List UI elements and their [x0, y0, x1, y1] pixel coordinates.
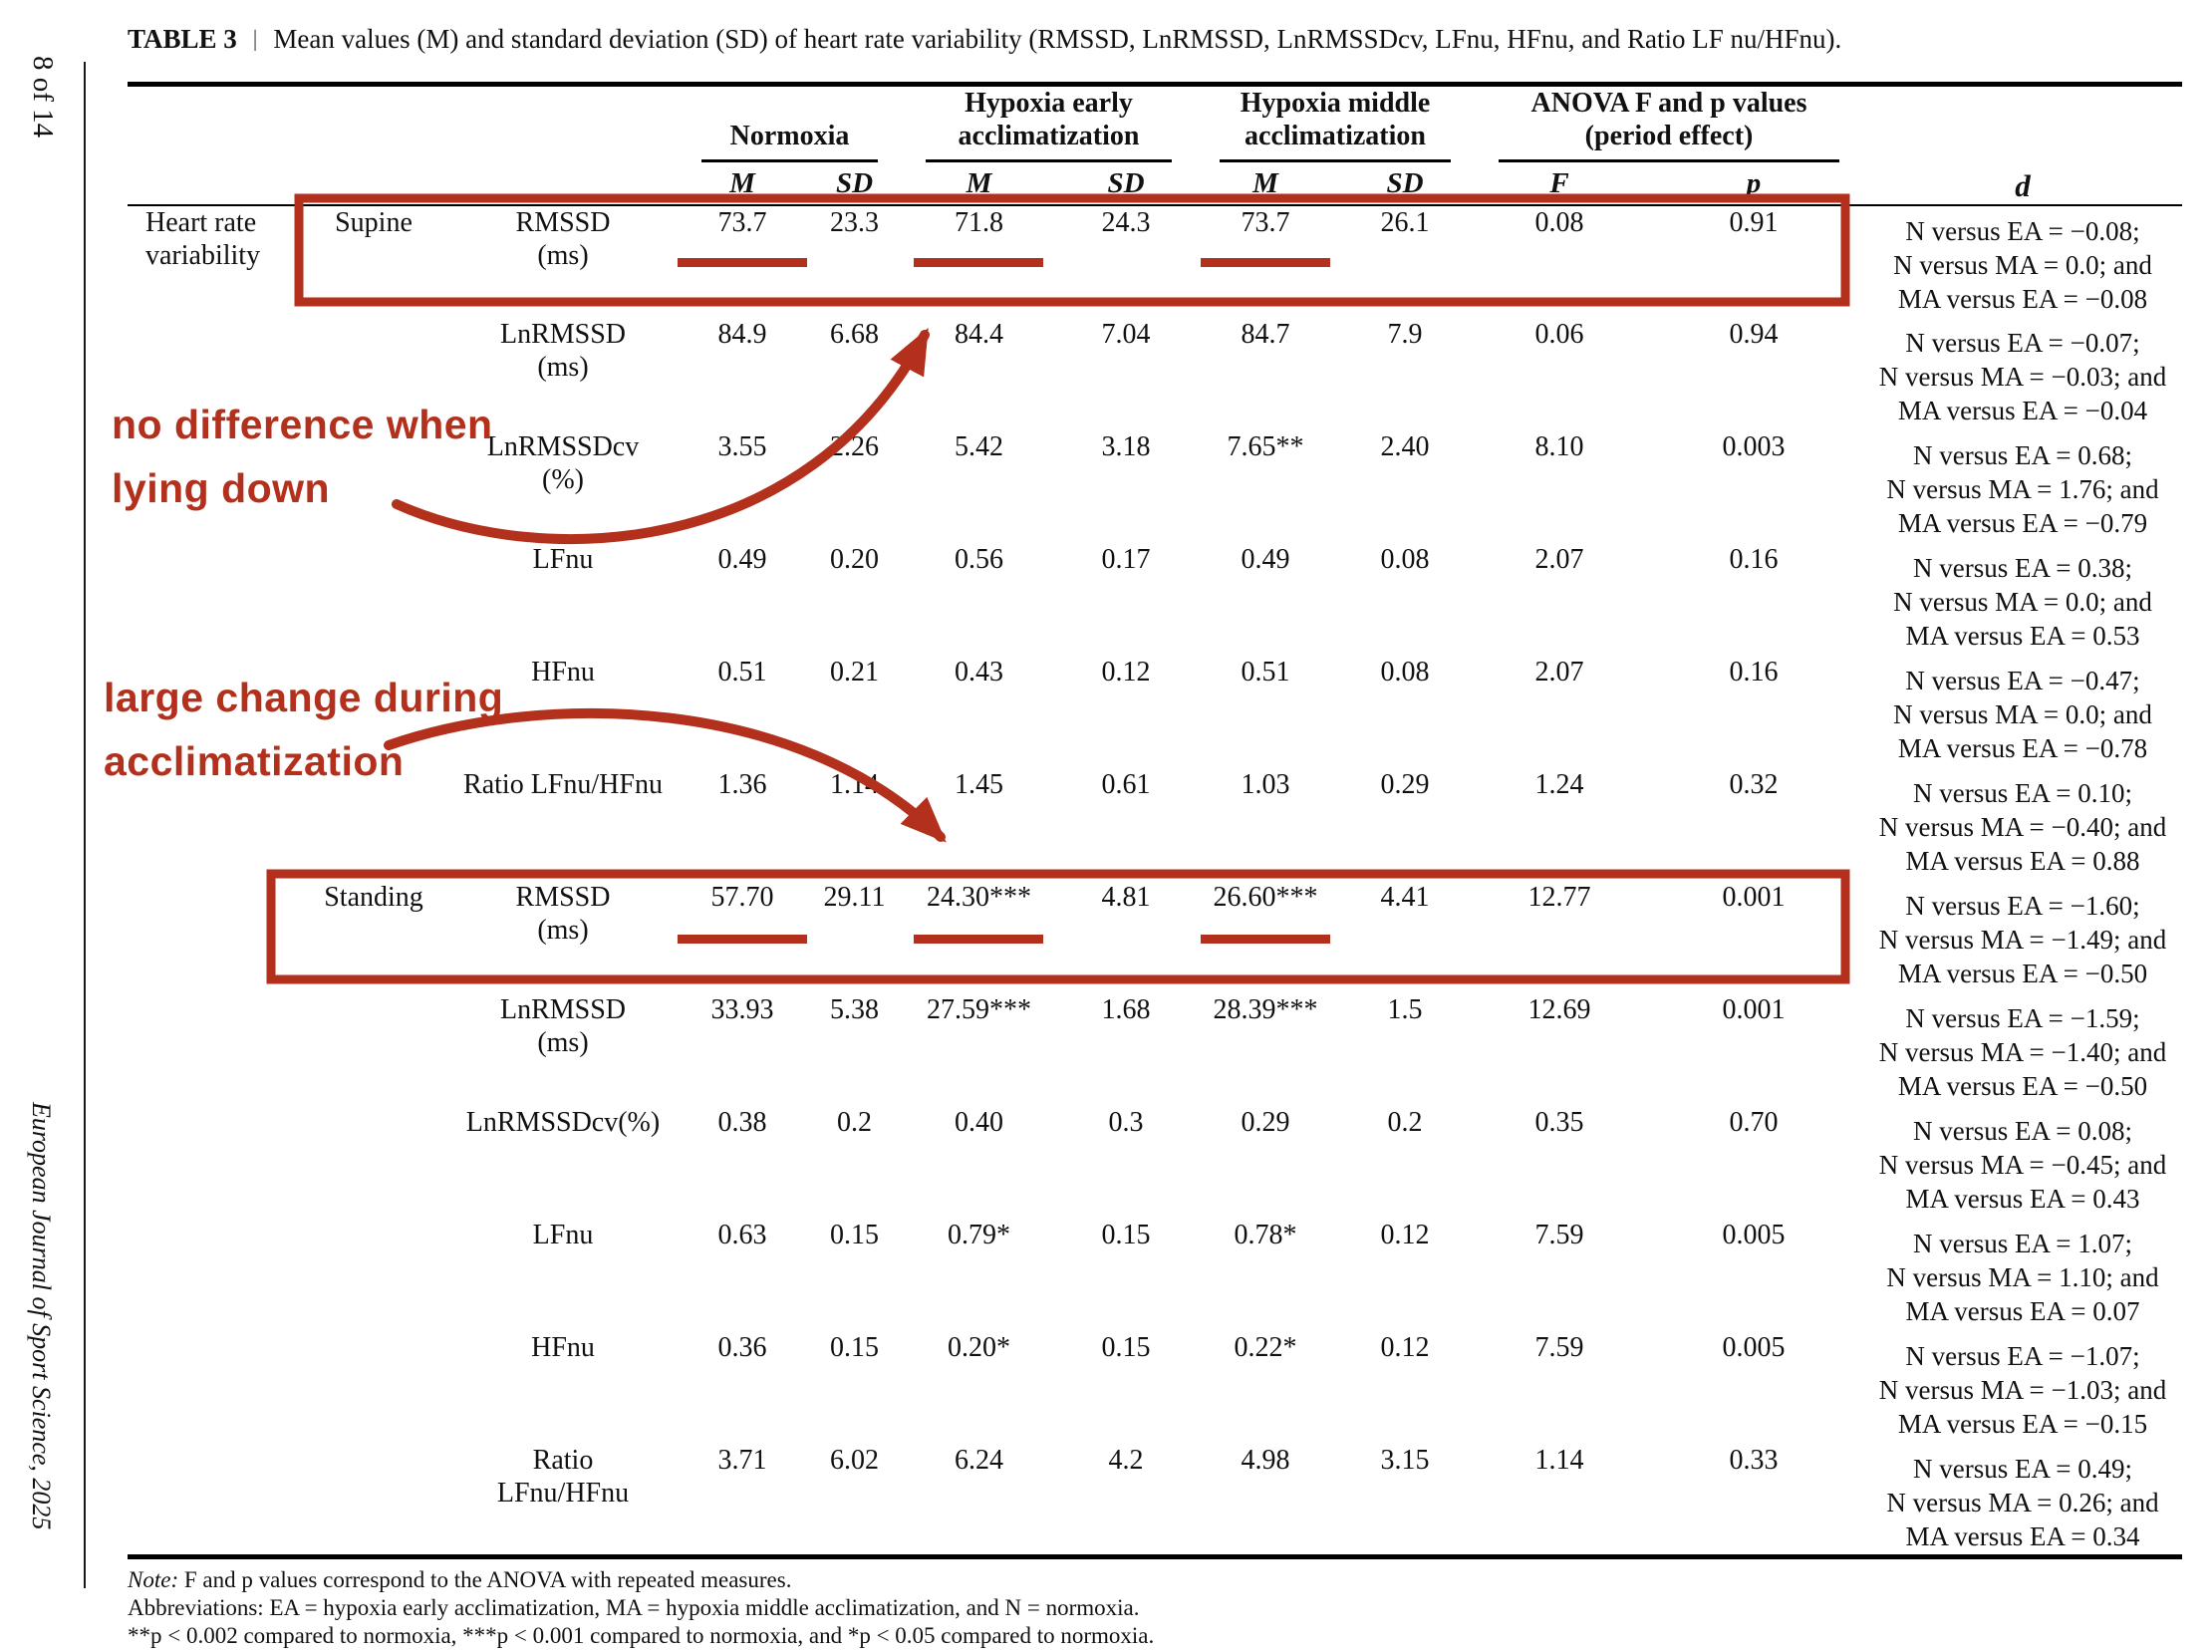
effect-size-cell	[1863, 881, 2182, 993]
value-cell-hypoxia-early-m: 71.8	[955, 207, 1004, 238]
effect-size-line: MA versus EA = −0.04	[1897, 396, 2148, 425]
page-edge-rule	[84, 62, 86, 1588]
value-cell-hypoxia-early-sd: 4.81	[1101, 882, 1151, 913]
effect-size-line: MA versus EA = 0.53	[1905, 621, 2140, 651]
value-cell-normoxia-m: 3.71	[678, 1444, 807, 1556]
value-cell-normoxia-sd: 29.11	[823, 882, 886, 913]
measure-line: LFnu	[532, 544, 594, 575]
value-cell-hypoxia-early-sd: 7.04	[1101, 319, 1151, 350]
value-cell-anova-p: 0.91	[1729, 207, 1779, 238]
value-cell-hypoxia-early-m: 0.40	[955, 1107, 1004, 1138]
measure-cell	[448, 993, 678, 1106]
value-cell-normoxia-sd: 0.20	[830, 544, 879, 575]
measure-line: Ratio	[532, 1445, 594, 1476]
value-cell-normoxia-m: 84.9	[717, 319, 767, 350]
value-cell-hypoxia-middle-m: 0.49	[1241, 544, 1290, 575]
subheader-hypoxia-middle-sd: SD	[1335, 162, 1475, 205]
effect-size-cell	[1863, 543, 2182, 656]
value-cell-hypoxia-middle-m: 73.7	[1241, 207, 1290, 238]
subheader-normoxia-m: M	[678, 162, 807, 205]
effect-size-line: N versus EA = 0.38;	[1913, 553, 2132, 583]
effect-size-line: MA versus EA = −0.08	[1897, 284, 2148, 314]
title-separator: |	[252, 26, 258, 51]
row-group-cell	[128, 993, 299, 1106]
effect-size-line: N versus EA = 0.68;	[1913, 440, 2132, 470]
effect-size-line: N versus MA = 0.26; and	[1886, 1488, 2159, 1517]
row-group-cell	[128, 1106, 299, 1219]
effect-size-line: N versus MA = −0.45; and	[1878, 1150, 2167, 1180]
row-group-cell	[128, 543, 299, 656]
footnotes	[128, 1566, 2120, 1650]
annotation-large-change-line1: large change during	[104, 675, 504, 720]
measure-line: RMSSD	[515, 207, 611, 238]
table-title	[128, 24, 2182, 55]
measure-line: (ms)	[537, 352, 589, 383]
effect-size-cell	[1863, 993, 2182, 1106]
effect-size-line: MA versus EA = −0.79	[1897, 508, 2148, 538]
value-cell-anova-f: 7.59	[1534, 1332, 1584, 1363]
value-cell-anova-p: 0.16	[1729, 544, 1779, 575]
value-cell-hypoxia-middle-sd: 26.1	[1380, 207, 1430, 238]
row-group-cell	[128, 881, 299, 993]
measure-line: HFnu	[531, 1332, 595, 1363]
value-cell-normoxia-sd: 0.15	[830, 1332, 879, 1363]
value-cell-anova-p: 0.70	[1729, 1107, 1779, 1138]
value-cell-hypoxia-middle-m: 4.98	[1196, 1444, 1335, 1556]
value-cell-normoxia-m: 1.36	[717, 769, 767, 800]
value-cell-hypoxia-middle-m: 0.78*	[1234, 1220, 1297, 1250]
value-cell-normoxia-sd: 6.68	[830, 319, 879, 350]
column-group-row	[128, 85, 2182, 163]
posture-cell	[299, 1106, 448, 1219]
value-cell-anova-f: 1.24	[1534, 769, 1584, 800]
value-cell-hypoxia-early-sd: 0.61	[1101, 769, 1151, 800]
value-cell-normoxia-sd: 1.14	[830, 769, 879, 800]
value-cell-hypoxia-early-m: 0.43	[955, 657, 1004, 688]
measure-line: (ms)	[537, 240, 589, 271]
value-cell-normoxia-m: 73.7	[717, 207, 767, 238]
effect-size-line: N versus MA = −1.40; and	[1878, 1037, 2167, 1067]
value-cell-hypoxia-middle-m: 0.22*	[1234, 1332, 1297, 1363]
effect-size-line: MA versus EA = 0.43	[1905, 1184, 2140, 1214]
value-cell-hypoxia-early-m: 0.56	[955, 544, 1004, 575]
measure-line: LnRMSSDcv	[486, 431, 640, 462]
footnote-significance: **p < 0.002 compared to normoxia, ***p < 0.001 compared to normoxia, and *p < 0.05 compared to normoxia.	[128, 1623, 1155, 1648]
value-cell-anova-f: 0.08	[1534, 207, 1584, 238]
table-row	[128, 1331, 2182, 1444]
value-cell-hypoxia-middle-m: 1.03	[1241, 769, 1290, 800]
value-cell-hypoxia-early-m: 0.79*	[948, 1220, 1011, 1250]
value-cell-hypoxia-middle-sd: 4.41	[1380, 882, 1430, 913]
row-group-cell	[128, 205, 299, 318]
measure-line: HFnu	[531, 657, 595, 688]
measure-cell	[448, 1444, 678, 1556]
table-row	[128, 543, 2182, 656]
measure-line: (%)	[542, 464, 584, 495]
value-cell-hypoxia-early-sd: 0.15	[1101, 1220, 1151, 1250]
posture-cell	[299, 1444, 448, 1556]
effect-size-line: N versus EA = −1.59;	[1905, 1003, 2140, 1033]
column-group-hypoxia-early: Hypoxia early acclimatization	[926, 87, 1172, 162]
row-group-cell	[128, 1444, 299, 1556]
value-cell-hypoxia-early-sd: 0.12	[1101, 657, 1151, 688]
effect-size-line: N versus MA = −0.03; and	[1878, 362, 2167, 392]
column-group-anova: ANOVA F and p values (period effect)	[1499, 87, 1839, 162]
subheader-normoxia-sd: SD	[807, 162, 902, 205]
subheader-anova-f: F	[1475, 162, 1644, 205]
value-cell-normoxia-sd: 0.2	[837, 1107, 872, 1138]
posture-cell	[299, 993, 448, 1106]
measure-line: LnRMSSDcv(%)	[465, 1107, 661, 1138]
effect-size-line: N versus EA = 1.07;	[1913, 1229, 2132, 1258]
subheader-hypoxia-middle-m: M	[1196, 162, 1335, 205]
page-number: 8 of 14	[27, 56, 59, 138]
journal-name: European Journal of Sport Science, 2025	[27, 1102, 56, 1530]
measure-line: (ms)	[537, 1027, 589, 1058]
effect-size-line: N versus EA = −0.08;	[1905, 216, 2140, 246]
effect-size-line: MA versus EA = 0.07	[1905, 1296, 2140, 1326]
value-cell-hypoxia-middle-sd: 0.08	[1380, 544, 1430, 575]
value-cell-anova-f: 0.35	[1534, 1107, 1584, 1138]
effect-size-line: N versus EA = 0.08;	[1913, 1116, 2132, 1146]
subheader-hypoxia-early-sd: SD	[1056, 162, 1196, 205]
measure-line: LnRMSSD	[499, 994, 627, 1025]
value-cell-normoxia-sd: 6.02	[807, 1444, 902, 1556]
effect-size-cell	[1863, 656, 2182, 768]
row-group-cell	[128, 1219, 299, 1331]
footnote-note	[128, 1566, 2120, 1594]
effect-size-line: N versus MA = 0.0; and	[1893, 699, 2152, 729]
value-cell-hypoxia-middle-m: 7.65**	[1227, 431, 1304, 462]
effect-size-cell	[1863, 430, 2182, 543]
value-cell-anova-p: 0.16	[1729, 657, 1779, 688]
value-cell-anova-f: 12.77	[1527, 882, 1591, 913]
value-cell-normoxia-m: 0.38	[717, 1107, 767, 1138]
column-group-hypoxia-middle: Hypoxia middle acclimatization	[1220, 87, 1451, 162]
measure-cell	[448, 543, 678, 656]
value-cell-anova-f: 7.59	[1534, 1220, 1584, 1250]
table-row	[128, 1106, 2182, 1219]
note-text: F and p values correspond to the ANOVA with repeated measures.	[183, 1567, 792, 1592]
annotation-no-difference-line1: no difference when	[112, 402, 493, 447]
value-cell-hypoxia-early-sd: 4.2	[1056, 1444, 1196, 1556]
value-cell-anova-p: 0.003	[1722, 431, 1786, 462]
effect-size-line: MA versus EA = −0.78	[1897, 733, 2148, 763]
effect-size-line: N versus MA = 1.10; and	[1886, 1262, 2159, 1292]
value-cell-hypoxia-middle-sd: 0.12	[1380, 1220, 1430, 1250]
annotation-no-difference	[112, 393, 493, 520]
value-cell-hypoxia-early-sd: 1.68	[1101, 994, 1151, 1025]
value-cell-normoxia-m: 0.63	[717, 1220, 767, 1250]
value-cell-hypoxia-middle-sd: 0.2	[1387, 1107, 1423, 1138]
table-row	[128, 881, 2182, 993]
value-cell-anova-p: 0.001	[1722, 882, 1786, 913]
value-cell-hypoxia-middle-sd: 0.29	[1380, 769, 1430, 800]
effect-size-line: N versus EA = −1.60;	[1905, 891, 2140, 921]
value-cell-hypoxia-middle-m: 26.60***	[1213, 882, 1318, 913]
effect-size-line: N versus MA = 0.0; and	[1893, 587, 2152, 617]
annotation-large-change-line2: acclimatization	[104, 738, 405, 784]
value-cell-anova-f: 0.06	[1534, 319, 1584, 350]
posture-cell: Standing	[324, 882, 423, 913]
posture-cell	[299, 1331, 448, 1444]
measure-line: LFnu	[532, 1220, 594, 1250]
effect-size-line: N versus MA = −0.40; and	[1878, 812, 2167, 842]
table-row	[128, 1444, 2182, 1556]
effect-size-line: N versus EA = −0.47;	[1905, 666, 2140, 695]
value-cell-anova-f: 2.07	[1534, 657, 1584, 688]
posture-cell	[299, 1219, 448, 1331]
measure-cell	[448, 1219, 678, 1331]
value-cell-hypoxia-middle-sd: 0.08	[1380, 657, 1430, 688]
effect-size-line: N versus MA = 1.76; and	[1886, 474, 2159, 504]
value-cell-hypoxia-early-m: 0.20*	[948, 1332, 1011, 1363]
measure-cell	[448, 881, 678, 993]
value-cell-normoxia-sd: 5.38	[830, 994, 879, 1025]
table-caption: Mean values (M) and standard deviation (SD) of heart rate variability (RMSSD, LnRMSSD, LnRMSSDcv, LFnu, HFnu, and Ratio LF nu/HFnu).	[273, 24, 1842, 54]
value-cell-normoxia-m: 57.70	[710, 882, 774, 913]
value-cell-hypoxia-middle-m: 0.29	[1241, 1107, 1290, 1138]
value-cell-normoxia-m: 0.36	[717, 1332, 767, 1363]
table-row	[128, 993, 2182, 1106]
value-cell-normoxia-sd: 23.3	[830, 207, 879, 238]
value-cell-hypoxia-middle-sd: 2.40	[1380, 431, 1430, 462]
value-cell-hypoxia-middle-m: 84.7	[1241, 319, 1290, 350]
measure-cell	[448, 1331, 678, 1444]
value-cell-hypoxia-middle-sd: 1.5	[1387, 994, 1423, 1025]
measure-line: LnRMSSD	[499, 319, 627, 350]
column-group-normoxia: Normoxia	[701, 120, 878, 162]
effect-size-line: N versus MA = −1.49; and	[1878, 925, 2167, 955]
value-cell-hypoxia-middle-m: 28.39***	[1213, 994, 1318, 1025]
subheader-anova-p: p	[1644, 162, 1863, 205]
annotation-no-difference-line2: lying down	[112, 465, 331, 511]
effect-size-line: MA versus EA = −0.50	[1897, 959, 2148, 988]
value-cell-hypoxia-early-sd: 0.15	[1101, 1332, 1151, 1363]
hrv-table	[128, 82, 2182, 1559]
effect-size-line: N versus MA = −1.03; and	[1878, 1375, 2167, 1405]
value-cell-hypoxia-early-m: 6.24	[902, 1444, 1056, 1556]
value-cell-hypoxia-middle-sd: 3.15	[1335, 1444, 1475, 1556]
effect-size-line: N versus EA = 0.49;	[1913, 1454, 2132, 1484]
effect-size-line: MA versus EA = 0.88	[1905, 846, 2140, 876]
note-label: Note:	[128, 1567, 179, 1592]
value-cell-hypoxia-early-m: 24.30***	[927, 882, 1032, 913]
value-cell-anova-p: 0.005	[1722, 1220, 1786, 1250]
row-group-line: variability	[145, 240, 261, 271]
value-cell-hypoxia-middle-m: 0.51	[1241, 657, 1290, 688]
value-cell-anova-p: 0.33	[1644, 1444, 1863, 1556]
value-cell-hypoxia-early-sd: 24.3	[1101, 207, 1151, 238]
posture-cell	[299, 543, 448, 656]
value-cell-hypoxia-early-sd: 0.3	[1108, 1107, 1144, 1138]
value-cell-anova-f: 2.07	[1534, 544, 1584, 575]
value-cell-normoxia-sd: 0.15	[830, 1220, 879, 1250]
value-cell-hypoxia-middle-sd: 0.12	[1380, 1332, 1430, 1363]
table-row	[128, 205, 2182, 318]
value-cell-normoxia-m: 0.51	[717, 657, 767, 688]
value-cell-hypoxia-early-m: 5.42	[955, 431, 1004, 462]
row-group-cell	[128, 1331, 299, 1444]
effect-size-cell	[1863, 1331, 2182, 1444]
effect-size-line: N versus EA = 0.10;	[1913, 778, 2132, 808]
measure-line: (ms)	[537, 915, 589, 946]
value-cell-hypoxia-middle-sd: 7.9	[1387, 319, 1423, 350]
footnote-abbreviations: Abbreviations: EA = hypoxia early acclimatization, MA = hypoxia middle acclimatization, and N = normoxia.	[128, 1595, 1140, 1620]
value-cell-anova-p: 0.001	[1722, 994, 1786, 1025]
column-header-d: d	[1863, 85, 2182, 206]
value-cell-hypoxia-early-m: 1.45	[955, 769, 1004, 800]
effect-size-cell	[1863, 1444, 2182, 1556]
value-cell-normoxia-sd: 2.26	[830, 431, 879, 462]
measure-line: LFnu/HFnu	[496, 1478, 630, 1509]
row-group-line: Heart rate	[145, 207, 257, 238]
annotation-large-change	[104, 666, 503, 793]
value-cell-hypoxia-early-m: 84.4	[955, 319, 1004, 350]
measure-cell	[448, 205, 678, 318]
value-cell-anova-f: 1.14	[1475, 1444, 1644, 1556]
posture-cell: Supine	[335, 207, 413, 238]
value-cell-hypoxia-early-m: 27.59***	[927, 994, 1032, 1025]
effect-size-line: N versus EA = −0.07;	[1905, 328, 2140, 358]
value-cell-normoxia-m: 33.93	[710, 994, 774, 1025]
table-label: TABLE 3	[128, 24, 237, 54]
measure-line: RMSSD	[515, 882, 611, 913]
effect-size-cell	[1863, 1219, 2182, 1331]
value-cell-anova-p: 0.005	[1722, 1332, 1786, 1363]
value-cell-hypoxia-early-sd: 0.17	[1101, 544, 1151, 575]
effect-size-cell	[1863, 318, 2182, 430]
effect-size-line: MA versus EA = −0.50	[1897, 1071, 2148, 1101]
value-cell-normoxia-m: 0.49	[717, 544, 767, 575]
effect-size-cell	[1863, 1106, 2182, 1219]
value-cell-hypoxia-early-sd: 3.18	[1101, 431, 1151, 462]
value-cell-anova-f: 12.69	[1527, 994, 1591, 1025]
effect-size-line: N versus MA = 0.0; and	[1893, 250, 2152, 280]
value-cell-anova-f: 8.10	[1534, 431, 1584, 462]
subheader-hypoxia-early-m: M	[902, 162, 1056, 205]
effect-size-cell	[1863, 768, 2182, 881]
table-row	[128, 1219, 2182, 1331]
value-cell-normoxia-m: 3.55	[717, 431, 767, 462]
effect-size-cell	[1863, 205, 2182, 318]
value-cell-normoxia-sd: 0.21	[830, 657, 879, 688]
value-cell-anova-p: 0.32	[1729, 769, 1779, 800]
effect-size-line: MA versus EA = −0.15	[1897, 1409, 2148, 1439]
effect-size-line: MA versus EA = 0.34	[1905, 1521, 2140, 1551]
measure-cell	[448, 1106, 678, 1219]
measure-line: Ratio LFnu/HFnu	[463, 769, 663, 800]
effect-size-line: N versus EA = −1.07;	[1905, 1341, 2140, 1371]
value-cell-anova-p: 0.94	[1729, 319, 1779, 350]
